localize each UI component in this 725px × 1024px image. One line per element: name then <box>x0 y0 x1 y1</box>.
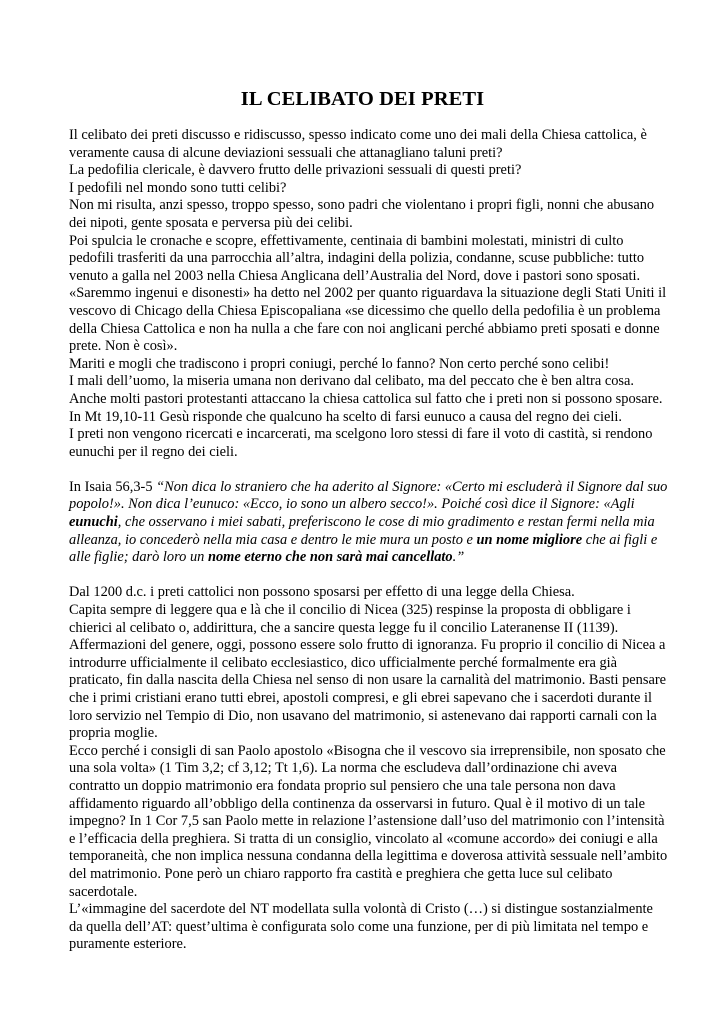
paragraph: Ecco perché i consigli di san Paolo apostolo «Bisogna che il vescovo sia irreprensibile, non sposato che una sola volta» (1 Tim 3,2; cf 3,12; Tt 1,6). La norma che escludeva dall’ordinazione chi aveva contratto un doppio matrimonio era fondata proprio sul pensiero che una tale persona non dava affidamento riguardo all’obbligo della continenza da osservarsi in futuro. Qual è il motivo di un tale impegno? In 1 Cor 7,5 san Paolo mette in relazione l’astensione dall’uso del matrimonio con l’intensità e l’efficacia della preghiera. Si tratta di un consiglio, vincolato al «comune accordo» dei coniugi e alla temporaneità, che non implica nessuna condanna della legittima e doverosa attività sessuale nell’ambito del matrimonio. Pone però un chiaro rapporto fra castità e preghiera che getta luce sul celibato sacerdotale. <box>69 742 668 900</box>
paragraph: Poi spulcia le cronache e scopre, effettivamente, centinaia di bambini molestati, ministri di culto pedofili trasferiti da una parrocchia all’altra, indagini della polizia, condanne, scuse pubbliche: tutto venuto a galla nel 2003 nella Chiesa Anglicana dell’Australia del Nord, dove i pastori sono sposati. «Saremmo ingenui e disonesti» ha detto nel 2002 per quanto riguardava la situazione degli Stati Uniti il vescovo di Chicago della Chiesa Episcopaliana «se dicessimo che quello della pedofilia è un problema della Chiesa Cattolica e non ha nulla a che fare con noi anglicani perché abbiamo preti sposati e donne prete. Non è così». <box>69 232 667 355</box>
quote-emphasis: eunuchi <box>69 514 118 531</box>
paragraph: I mali dell’uomo, la miseria umana non derivano dal celibato, ma del peccato che è ben altra cosa. Anche molti pastori protestanti attaccano la chiesa cattolica sul fatto che i preti non si possono sposare. <box>69 373 663 407</box>
document-title: IL CELIBATO DEI PRETI <box>240 88 485 110</box>
paragraph: La pedofilia clericale, è davvero frutto delle privazioni sessuali di questi preti? <box>69 162 522 179</box>
paragraph: I pedofili nel mondo sono tutti celibi? <box>69 179 287 196</box>
quote-emphasis: un nome migliore <box>476 531 583 548</box>
paragraph-gap <box>69 567 669 585</box>
paragraph: I preti non vengono ricercati e incarcerati, ma scelgono loro stessi di fare il voto di castità, si rendono eunuchi per il regno dei cieli. <box>69 426 653 460</box>
paragraph: In Mt 19,10-11 Gesù risponde che qualcuno ha scelto di farsi eunuco a causa del regno dei cieli. <box>69 408 622 425</box>
quote-text: .” <box>452 549 465 566</box>
quote-text: “Non dica lo straniero che ha aderito al Signore: «Certo mi escluderà il Signore dal suo popolo!». Non dica l’eunuco: «Ecco, io sono un albero secco!». Poiché così dice il Signore: «Agli <box>69 478 668 513</box>
quote-emphasis: nome eterno che non sarà mai cancellato <box>207 549 453 566</box>
paragraph: Non mi risulta, anzi spesso, troppo spesso, sono padri che violentano i propri figli, nonni che abusano dei nipoti, gente sposata e perversa più dei celibi. <box>69 197 655 231</box>
paragraph: Il celibato dei preti discusso e ridiscusso, spesso indicato come uno dei mali della Chiesa cattolica, è veramente causa di alcune deviazioni sessuali che attanagliano taluni preti? <box>69 127 647 161</box>
paragraph: Dal 1200 d.c. i preti cattolici non possono sposarsi per effetto di una legge della Chiesa. <box>69 584 575 601</box>
paragraph: L’«immagine del sacerdote del NT modellata sulla volontà di Cristo (…) si distingue sostanzialmente da quella dell’AT: quest’ultima è configurata solo come una funzione, per di più limitata nel tempo e puramente esteriore. <box>69 901 653 953</box>
quote-text: , che osservano i miei sabati, preferiscono le cose di mio gradimento e restan fermi nella mia alleanza, io concederò nella mia casa e dentro le mie mura un posto e <box>69 514 655 548</box>
quote-text: che ai figli e alle figlie; darò loro un <box>69 531 658 566</box>
document-body <box>69 127 669 954</box>
quote-reference: In Isaia 56,3-5 <box>69 478 157 495</box>
paragraph-gap <box>69 461 669 479</box>
paragraph: Mariti e mogli che tradiscono i propri coniugi, perché lo fanno? Non certo perché sono celibi! <box>69 355 610 372</box>
isaiah-quote <box>69 479 669 567</box>
paragraph: Capita sempre di leggere qua e là che il concilio di Nicea (325) respinse la proposta di obbligare i chierici al celibato o, addirittura, che a sancire questa legge fu il concilio Lateranense II (1139). Affermazioni del genere, oggi, possono essere solo frutto di ignoranza. Fu proprio il concilio di Nicea a introdurre ufficialmente il celibato ecclesiastico, dico ufficialmente perché formalmente era già praticato, fin dalla nascita della Chiesa nel senso di non usare la carnalità del matrimonio. Basti pensare che i primi cristiani erano tutti ebrei, apostoli compresi, e gli ebrei sapevano che i sacerdoti durante il loro servizio nel Tempio di Dio, non usavano del matrimonio, si astenevano dai rapporti carnali con la propria moglie. <box>69 602 667 742</box>
